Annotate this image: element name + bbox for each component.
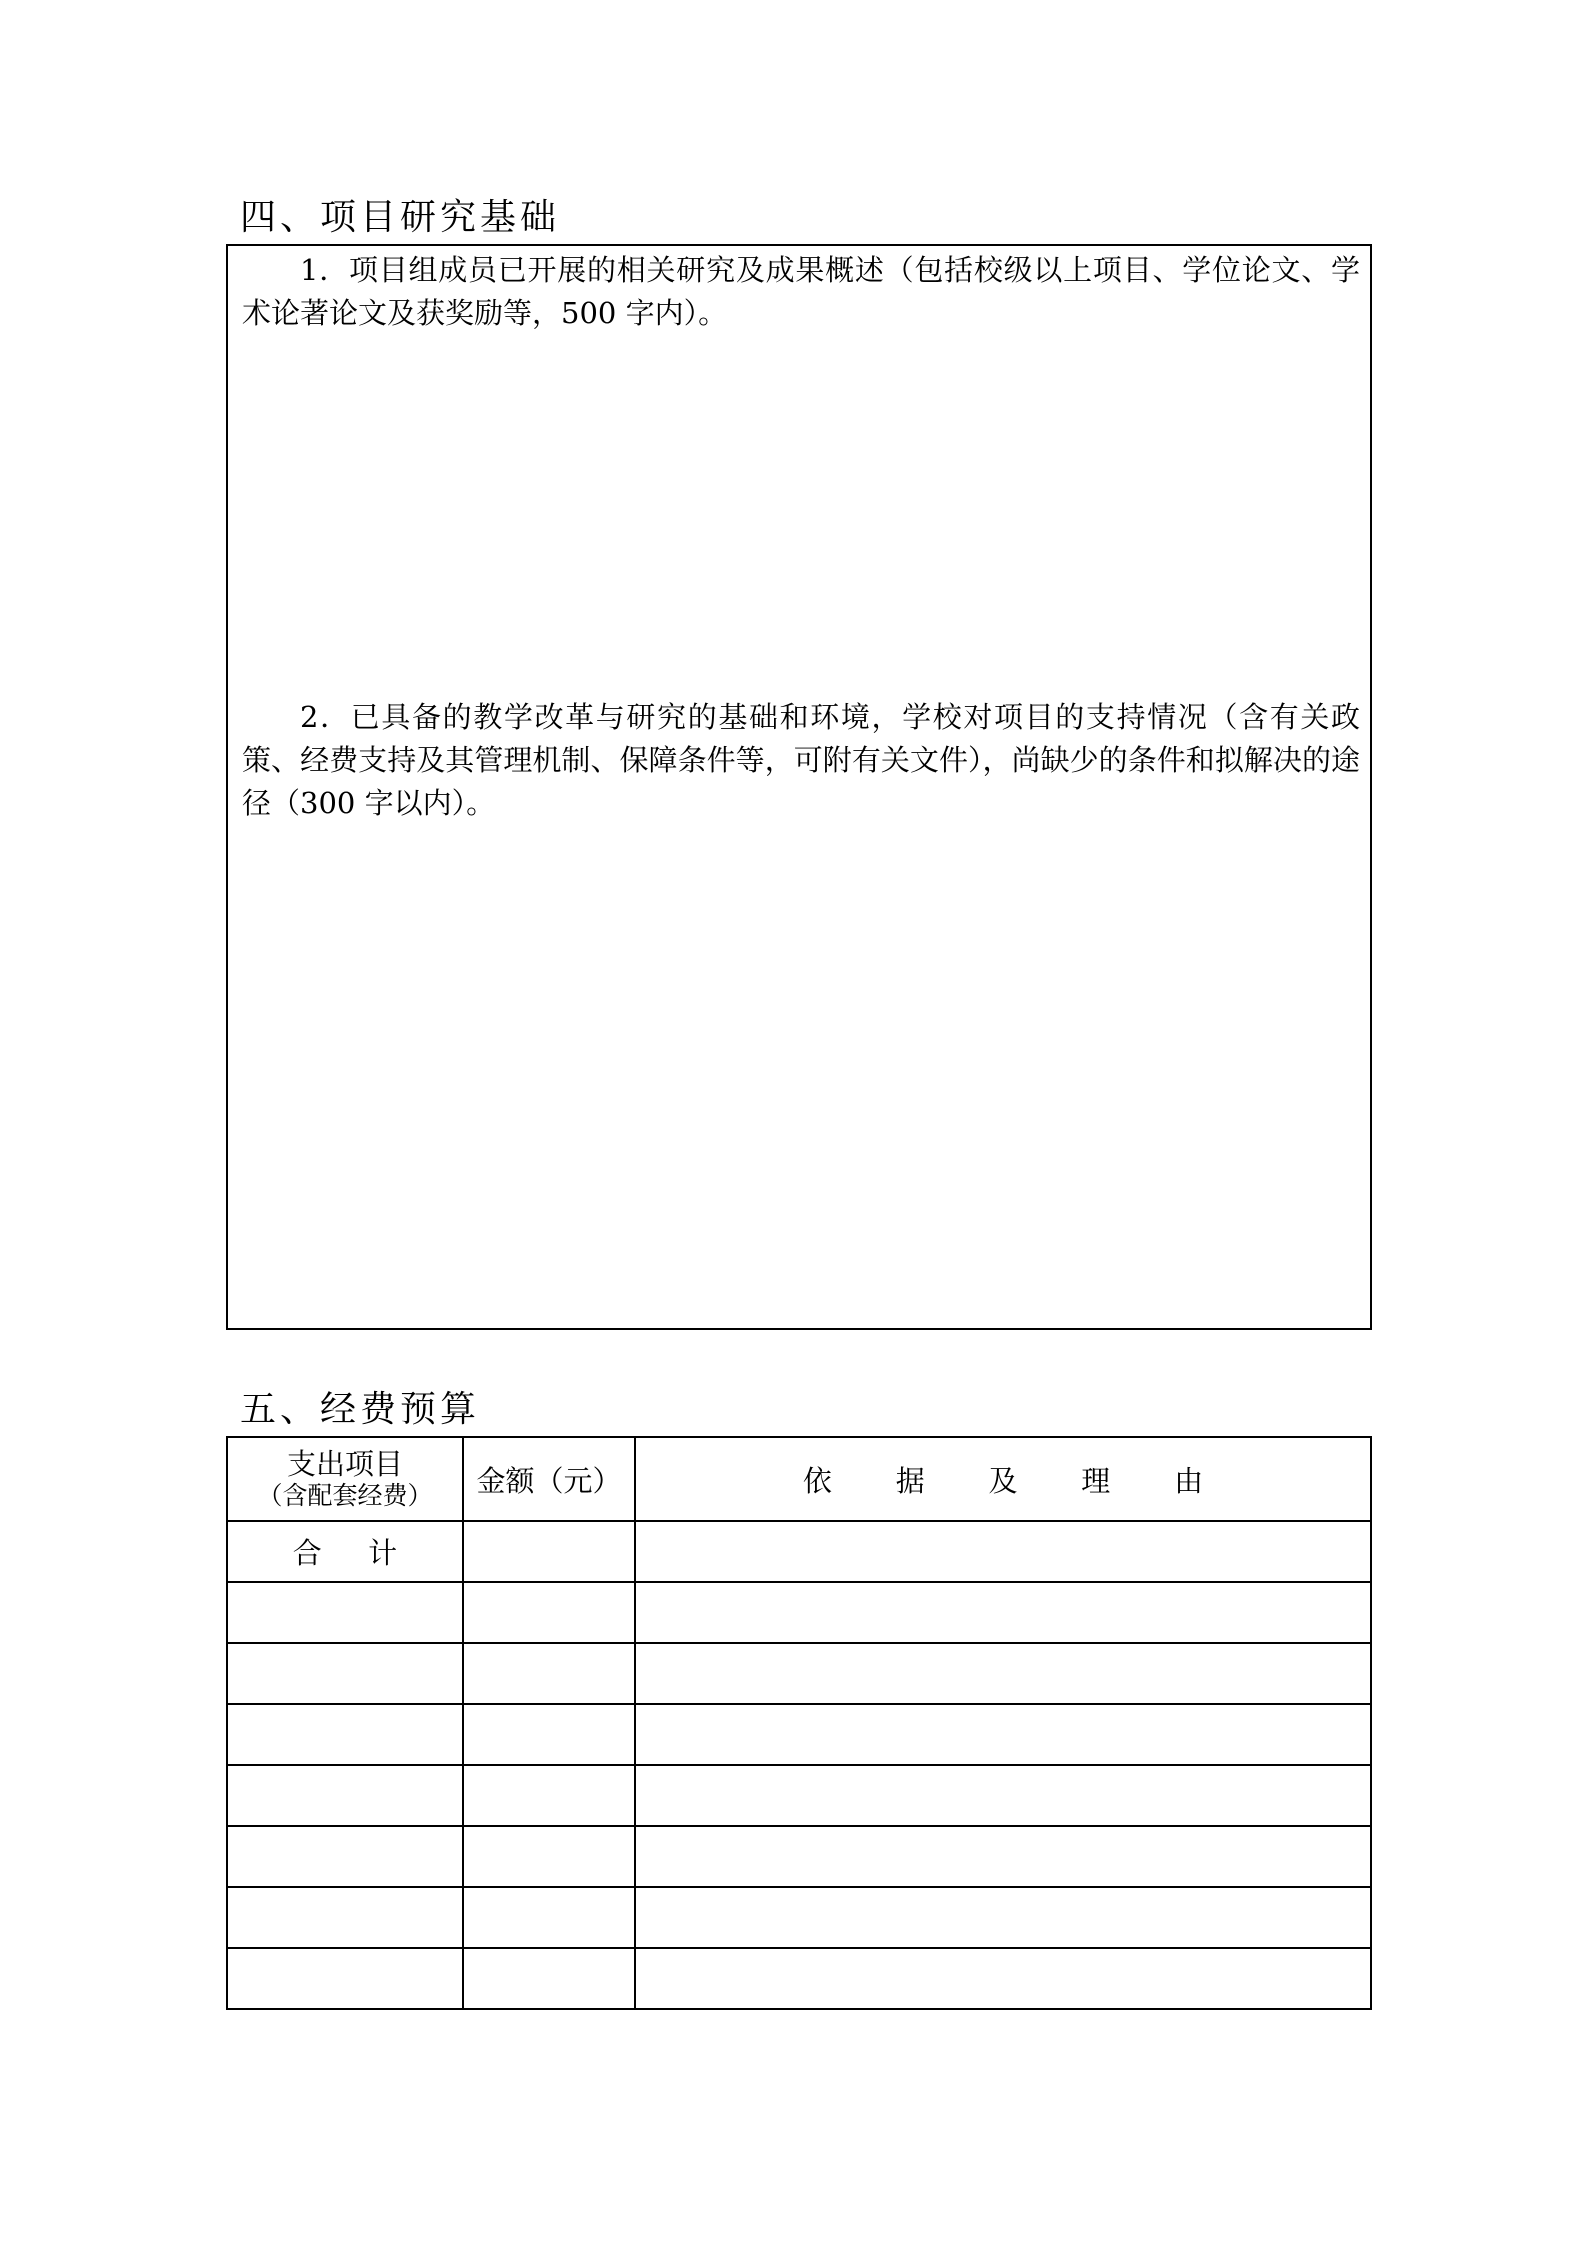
total-row — [227, 1521, 1371, 1582]
research-basis-box — [226, 244, 1372, 1330]
expense-item-cell[interactable] — [227, 1948, 463, 2009]
budget-row — [227, 1765, 1371, 1826]
header-expense-item-note: （含配套经费） — [257, 1481, 433, 1510]
reason-cell[interactable] — [635, 1887, 1371, 1948]
expense-item-cell[interactable] — [227, 1826, 463, 1887]
reason-cell[interactable] — [635, 1765, 1371, 1826]
budget-row — [227, 1704, 1371, 1765]
budget-header-row — [227, 1437, 1371, 1521]
amount-cell[interactable] — [463, 1582, 635, 1643]
amount-cell[interactable] — [463, 1948, 635, 2009]
total-reason-cell[interactable] — [635, 1521, 1371, 1582]
reason-cell[interactable] — [635, 1704, 1371, 1765]
amount-cell[interactable] — [463, 1704, 635, 1765]
budget-table — [226, 1436, 1372, 2010]
expense-item-cell[interactable] — [227, 1765, 463, 1826]
research-item-2-prompt: 2．已具备的教学改革与研究的基础和环境，学校对项目的支持情况（含有关政策、经费支持及其管理机制、保障条件等，可附有关文件），尚缺少的条件和拟解决的途径（300 字以内）。 — [242, 700, 1360, 820]
budget-row — [227, 1948, 1371, 2009]
section5-title: 五、经费预算 — [240, 1389, 481, 1430]
expense-item-cell[interactable] — [227, 1582, 463, 1643]
section4-title: 四、项目研究基础 — [240, 197, 561, 238]
budget-row — [227, 1582, 1371, 1643]
reason-cell[interactable] — [635, 1643, 1371, 1704]
amount-cell[interactable] — [463, 1887, 635, 1948]
header-amount: 金额（元） — [463, 1437, 635, 1521]
amount-cell[interactable] — [463, 1765, 635, 1826]
header-expense-item — [227, 1437, 463, 1521]
expense-item-cell[interactable] — [227, 1643, 463, 1704]
expense-item-cell[interactable] — [227, 1887, 463, 1948]
budget-row — [227, 1643, 1371, 1704]
header-basis-reason: 依据及理由 — [635, 1437, 1371, 1521]
total-label: 合计 — [227, 1521, 463, 1582]
reason-cell[interactable] — [635, 1826, 1371, 1887]
reason-cell[interactable] — [635, 1948, 1371, 2009]
amount-cell[interactable] — [463, 1826, 635, 1887]
expense-item-cell[interactable] — [227, 1704, 463, 1765]
header-expense-item-label: 支出项目 — [286, 1447, 403, 1481]
reason-cell[interactable] — [635, 1582, 1371, 1643]
amount-cell[interactable] — [463, 1643, 635, 1704]
budget-row — [227, 1826, 1371, 1887]
total-amount-cell[interactable] — [463, 1521, 635, 1582]
budget-row — [227, 1887, 1371, 1948]
research-item-1-prompt: 1．项目组成员已开展的相关研究及成果概述（包括校级以上项目、学位论文、学术论著论文及获奖励等，500 字内）。 — [242, 253, 1360, 330]
